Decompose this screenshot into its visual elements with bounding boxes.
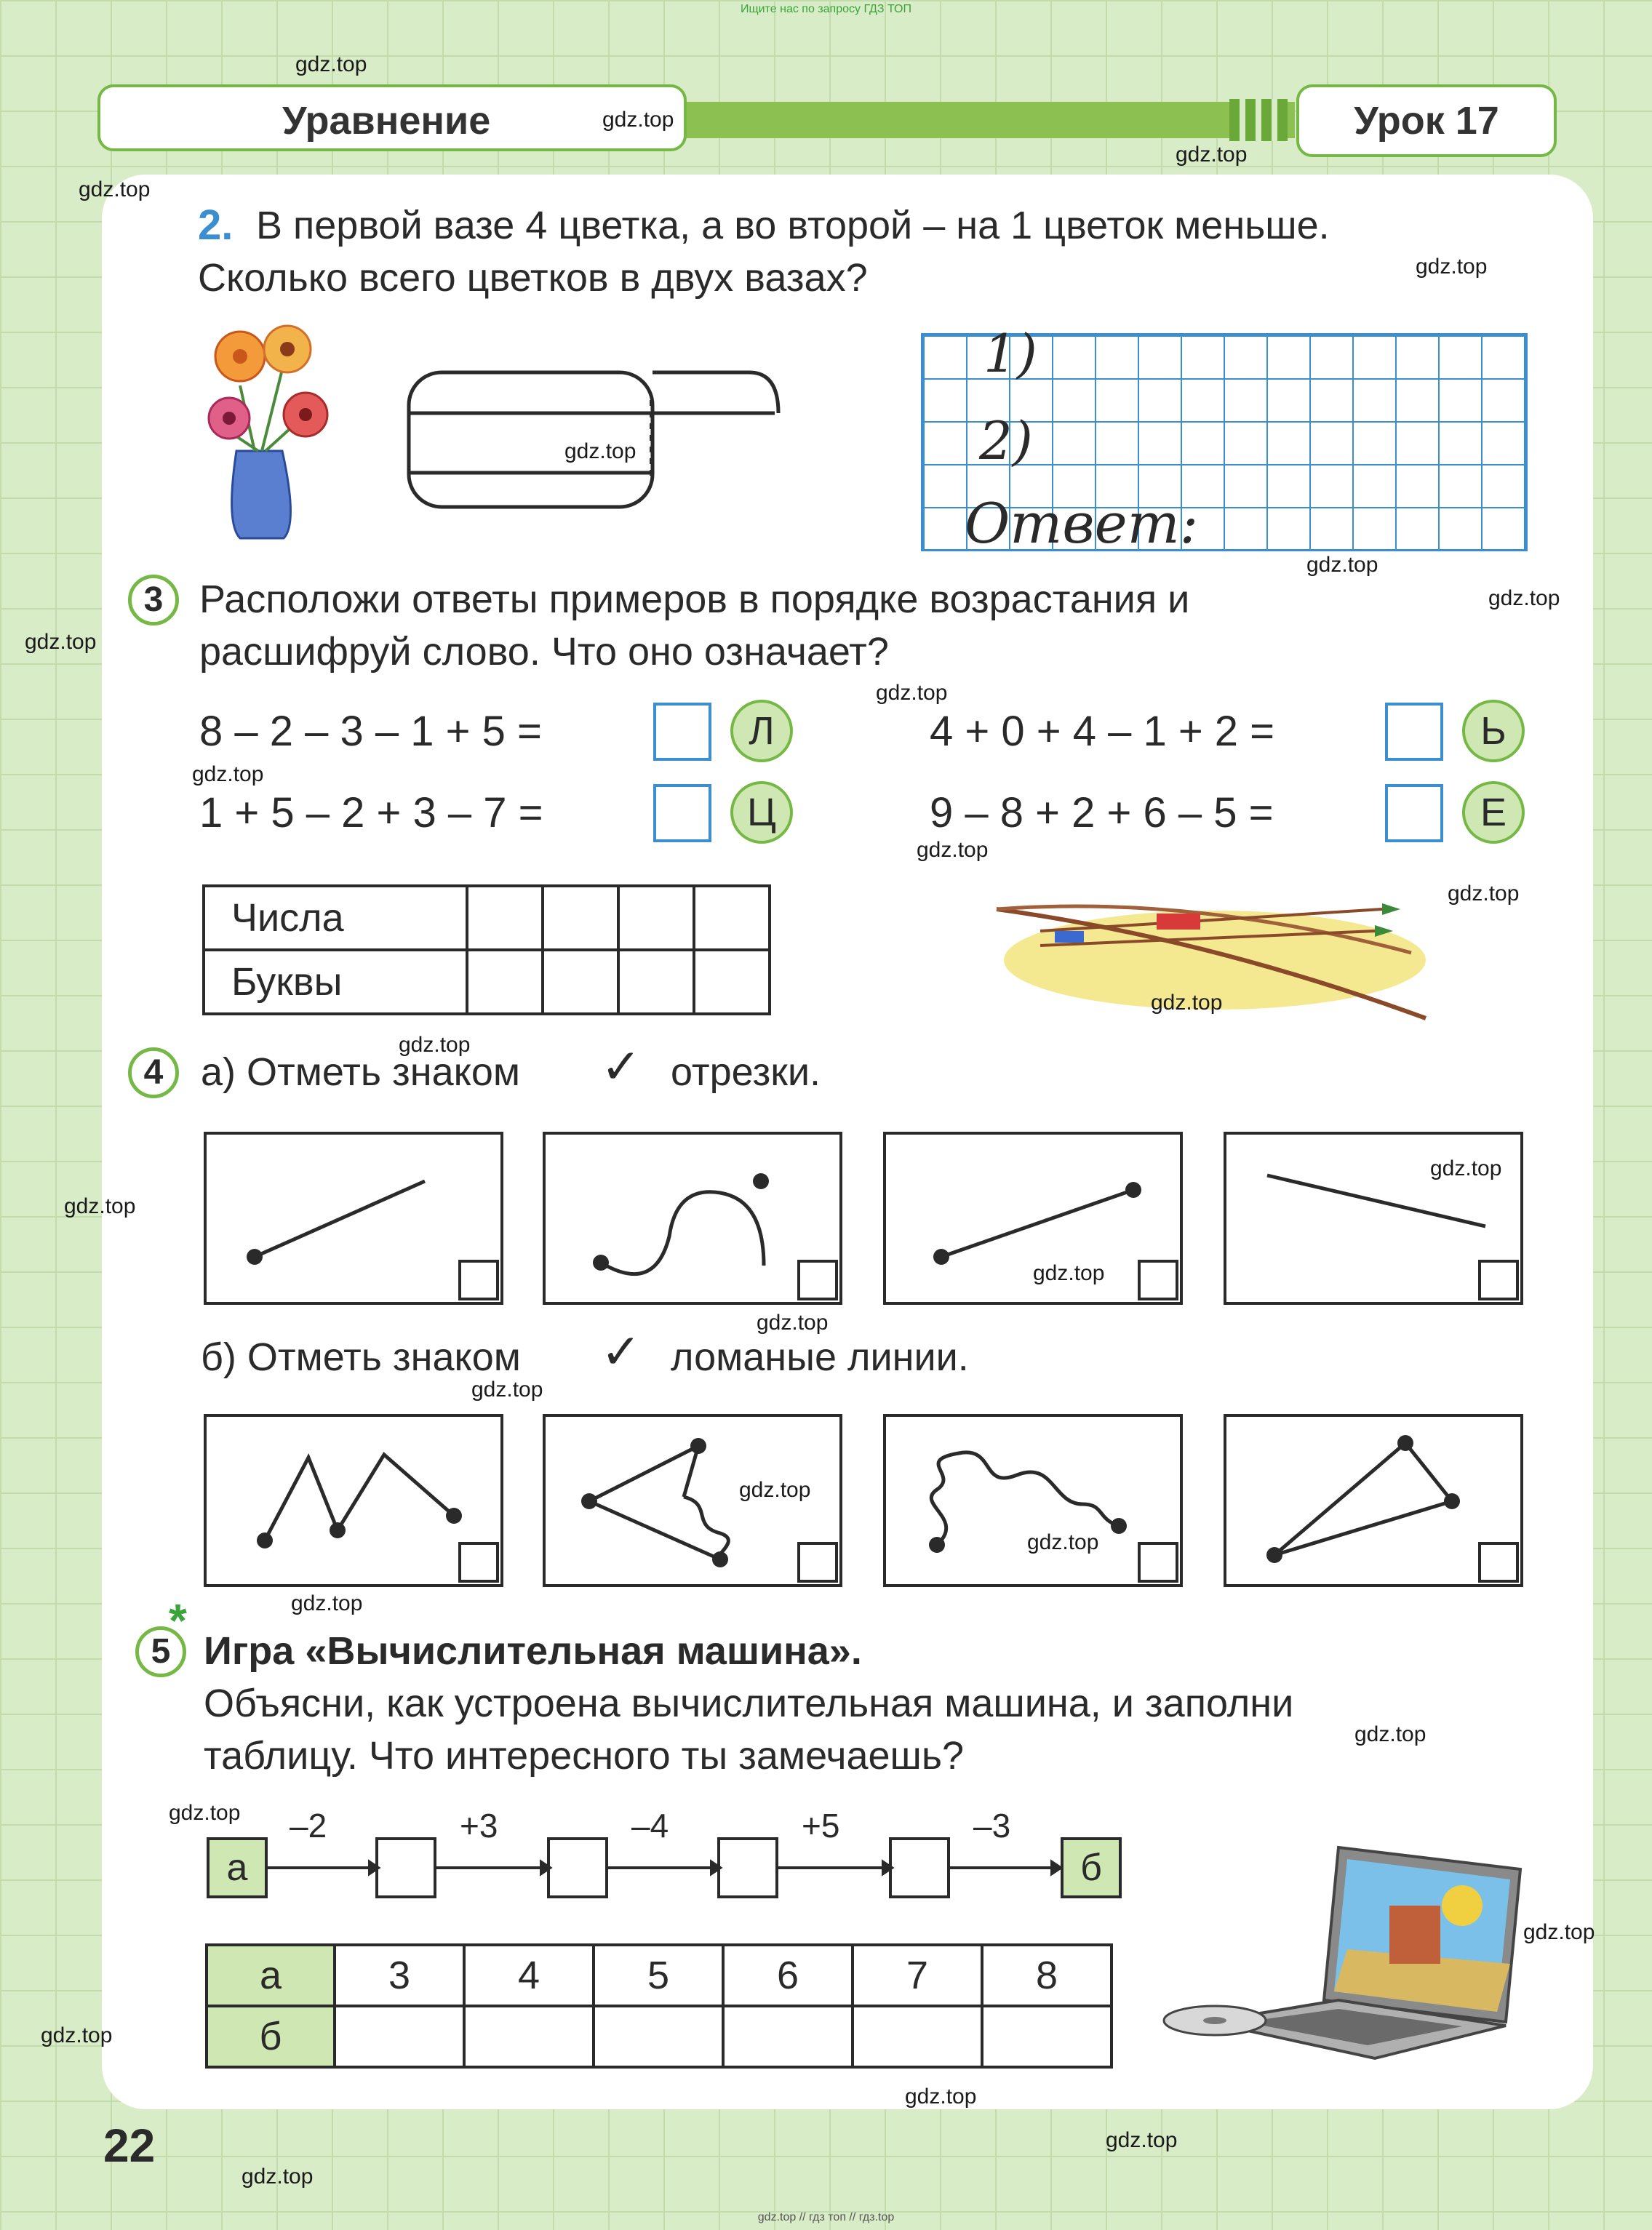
task4-number: 4 <box>128 1047 179 1098</box>
machine-op-3: –4 <box>631 1807 669 1845</box>
machine-table-b-cell[interactable] <box>982 2006 1112 2067</box>
example-2-expr: 4 + 0 + 4 – 1 + 2 = <box>930 708 1275 755</box>
task4-b-end: ломаные линии. <box>671 1335 969 1379</box>
grid-step1: 1) <box>983 323 1037 384</box>
machine-table-b-cell[interactable] <box>464 2006 594 2067</box>
task2-line2: Сколько всего цветков в двух вазах? <box>198 256 868 300</box>
machine-start-label: а <box>226 1847 248 1889</box>
watermark: gdz.top <box>757 1311 829 1335</box>
machine-table-row-b-label: б <box>207 2006 335 2067</box>
watermark: gdz.top <box>242 2165 314 2189</box>
watermark: gdz.top <box>291 1591 363 1615</box>
example-4-expr: 9 – 8 + 2 + 6 – 5 = <box>930 789 1274 836</box>
watermark: gdz.top <box>1176 143 1248 167</box>
header-bar <box>655 102 1295 138</box>
bottom-note: gdz.top // гдз топ // гдз.top <box>757 2211 895 2223</box>
example-4-answer-box[interactable] <box>1385 784 1443 842</box>
example-2-letter: Ь <box>1462 700 1525 762</box>
machine-table-a-value: 7 <box>853 1945 982 2006</box>
example-4-letter: Е <box>1462 781 1525 844</box>
page-number: 22 <box>103 2119 156 2172</box>
figure-a2-drawing <box>546 1135 839 1302</box>
task3-line1: Расположи ответы примеров в порядке возрастания и <box>199 578 1190 621</box>
laptop-illustration <box>1157 1840 1535 2058</box>
watermark: gdz.top <box>1106 2128 1178 2152</box>
watermark: gdz.top <box>64 1194 136 1218</box>
machine-table-a-value: 8 <box>982 1945 1112 2006</box>
watermark: gdz.top <box>739 1478 811 1502</box>
machine-table-row-a-label: а <box>207 1945 335 2006</box>
lesson-label: Урок 17 <box>1296 84 1557 157</box>
top-note: Ищите нас по запросу ГДЗ ТОП <box>741 3 911 15</box>
watermark: gdz.top <box>602 108 674 132</box>
watermark: gdz.top <box>876 681 948 705</box>
watermark: gdz.top <box>471 1378 543 1402</box>
example-1-letter: Л <box>730 700 793 762</box>
watermark: gdz.top <box>1033 1261 1105 1285</box>
task4-a-end: отрезки. <box>671 1050 821 1094</box>
machine-table-b-cell[interactable] <box>335 2006 464 2067</box>
table-cell[interactable] <box>543 886 618 950</box>
numbers-letters-table <box>202 884 771 1015</box>
watermark: gdz.top <box>25 630 97 654</box>
figure-a1-drawing <box>207 1135 500 1302</box>
watermark: gdz.top <box>1448 882 1520 906</box>
task5-line2: таблицу. Что интересного ты замечаешь? <box>204 1734 965 1778</box>
task5-number: 5 <box>135 1626 186 1677</box>
task4-a-label: а) Отметь знаком <box>201 1050 520 1094</box>
example-3-letter: Ц <box>730 781 793 844</box>
watermark: gdz.top <box>41 2023 113 2047</box>
machine-table-b-cell[interactable] <box>594 2006 723 2067</box>
table-row-label: Числа <box>204 886 467 950</box>
grid-answer: Ответ: <box>965 491 1199 556</box>
table-cell[interactable] <box>618 886 694 950</box>
task3-number: 3 <box>128 575 179 626</box>
table-cell[interactable] <box>694 950 770 1014</box>
watermark: gdz.top <box>905 2085 977 2109</box>
machine-end-label: б <box>1080 1847 1102 1889</box>
machine-table-a-value: 4 <box>464 1945 594 2006</box>
example-3-expr: 1 + 5 – 2 + 3 – 7 = <box>199 789 543 836</box>
machine-table-a-value: 3 <box>335 1945 464 2006</box>
task5-line1: Объясни, как устроена вычислительная машина, и заполни <box>204 1682 1294 1725</box>
watermark: gdz.top <box>564 439 637 463</box>
example-1-answer-box[interactable] <box>653 703 711 761</box>
figure-b3-drawing <box>886 1417 1180 1584</box>
task2-number: 2. <box>198 201 234 249</box>
example-3-answer-box[interactable] <box>653 784 711 842</box>
table-cell[interactable] <box>543 950 618 1014</box>
watermark: gdz.top <box>1306 553 1378 577</box>
task4-b-check-icon: ✓ <box>601 1324 642 1378</box>
watermark: gdz.top <box>169 1801 241 1825</box>
watermark: gdz.top <box>1430 1156 1502 1180</box>
watermark: gdz.top <box>79 177 151 201</box>
task4-a-check-icon: ✓ <box>601 1039 642 1093</box>
machine-op-5: –3 <box>973 1807 1011 1845</box>
machine-op-1: –2 <box>290 1807 327 1845</box>
task5-title: Игра «Вычислительная машина». <box>204 1629 862 1673</box>
header-stripes <box>1229 99 1288 141</box>
topic-title: Уравнение <box>97 84 687 151</box>
watermark: gdz.top <box>1354 1722 1426 1746</box>
machine-table-b-cell[interactable] <box>853 2006 982 2067</box>
machine-op-4: +5 <box>802 1807 840 1845</box>
example-2-answer-box[interactable] <box>1385 703 1443 761</box>
machine-end <box>1061 1837 1122 1898</box>
machine-start <box>207 1837 268 1898</box>
watermark: gdz.top <box>1151 991 1223 1015</box>
table-cell[interactable] <box>618 950 694 1014</box>
figure-b4-drawing <box>1226 1417 1520 1584</box>
example-1-expr: 8 – 2 – 3 – 1 + 5 = <box>199 708 542 755</box>
task5-star-icon: * <box>169 1594 187 1647</box>
task4-b-label: б) Отметь знаком <box>201 1335 521 1379</box>
watermark: gdz.top <box>1027 1530 1099 1554</box>
flower-vase-illustration <box>196 320 342 553</box>
figure-b1-drawing <box>207 1417 500 1584</box>
machine-table-a-value: 5 <box>594 1945 723 2006</box>
task2-line1: В первой вазе 4 цветка, а во второй – на 1 цветок меньше. <box>256 204 1330 247</box>
watermark: gdz.top <box>399 1033 471 1057</box>
watermark: gdz.top <box>192 762 264 786</box>
machine-table <box>205 1943 1113 2069</box>
machine-op-2: +3 <box>460 1807 498 1845</box>
watermark: gdz.top <box>1416 255 1488 279</box>
table-cell[interactable] <box>467 950 543 1014</box>
watermark: gdz.top <box>917 838 989 862</box>
table-cell[interactable] <box>467 886 543 950</box>
table-row-label: Буквы <box>204 950 467 1014</box>
machine-table-a-value: 6 <box>723 1945 853 2006</box>
grid-step2: 2) <box>979 410 1033 471</box>
watermark: gdz.top <box>1523 1920 1595 1944</box>
task3-line2: расшифруй слово. Что оно означает? <box>199 630 889 674</box>
watermark: gdz.top <box>295 52 367 76</box>
machine-table-b-cell[interactable] <box>723 2006 853 2067</box>
watermark: gdz.top <box>1488 586 1560 610</box>
table-cell[interactable] <box>694 886 770 950</box>
machine-arrows <box>268 1862 1068 1877</box>
